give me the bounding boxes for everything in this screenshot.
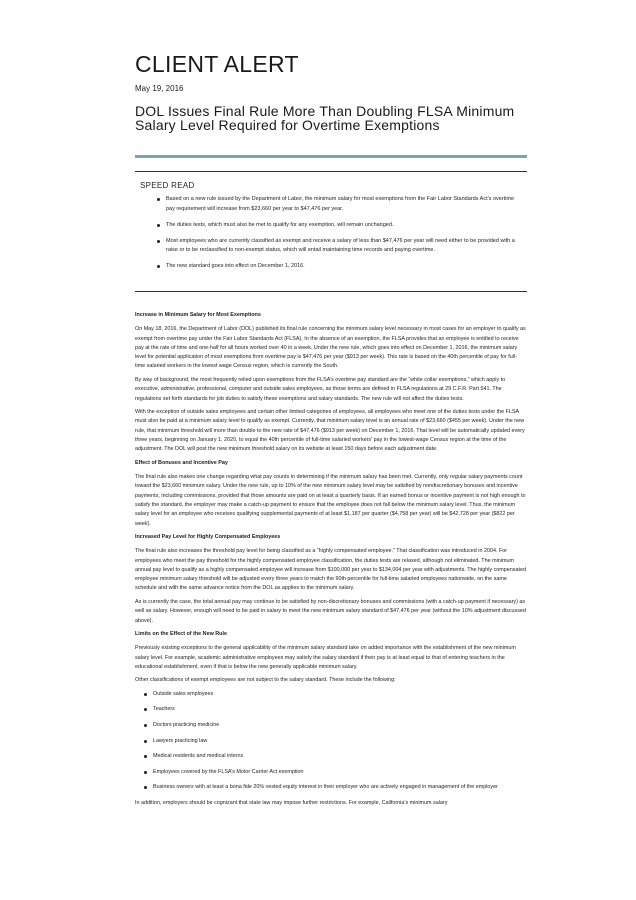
list-item: Teachers — [144, 705, 527, 714]
publication-date: May 19, 2016 — [135, 84, 184, 93]
bullet-icon — [144, 708, 147, 711]
speed-read-bottom-divider — [135, 291, 527, 292]
bullet-icon — [144, 740, 147, 743]
speed-read-item: Based on a new rule issued by the Department of Labor, the minimum salary for most exemptions from the Fair Labor Standards Act’s overtime pay requirement will increase from $23,660 per year to $47,476 per year. — [157, 195, 517, 214]
list-item: Doctors practicing medicine — [144, 721, 527, 730]
paragraph: Previously existing exceptions to the general applicability of the minimum salary standard take on added importance with the establishment of the new minimum salary level. For example, academic administrative employees may satisfy the salary standard if their pay is at least equal to that of entering teachers in the educational establishment, even if that is below the new generally applicable minimum salary. — [135, 645, 516, 670]
speed-read-list — [157, 195, 517, 278]
list-item: Business owners with at least a bona fide 20% vested equity interest in their employer who are actively engaged in management of the employer — [144, 783, 527, 792]
paragraph: As is currently the case, the total annual pay may continue to be satisfied by non-discretionary bonuses and commissions (with a catch-up payment if necessary) as well as salary. However, enough will need to be paid in salary to meet the new minimum salary standard of $47,476 per year (without the 10% adjustment discussed above). — [135, 598, 526, 624]
bullet-icon — [157, 224, 160, 227]
paragraph: With the exception of outside sales employees and certain other limited categories of employees, all employees who meet one of the duties tests under the FLSA must also be paid at a minimum salary level to qualify as exempt. Currently, that minimum salary level is an annual rate of $23,660 ($455 per week). Under the new rule, that minimum threshold will more than double to the new rate of $47,476 ($913 per week) on December 1, 2016. That level will be automatically updated every three years, beginning on January 1, 2020, to equal the 40th percentile of full-time salaried workers’ pay in the lowest-wage Census region at the time of the adjustment. The DOL will post the new minimum threshold salary on its website at least 150 days before each adjustment date. — [135, 409, 525, 453]
headline: DOL Issues Final Rule More Than Doubling FLSA Minimum Salary Level Required for Overtime Exemptions — [135, 103, 515, 133]
paragraph: On May 18, 2016, the Department of Labor (DOL) published its final rule concerning the minimum salary level necessary in most cases for an employer to qualify as exempt from overtime pay under the Fair Labor Standards Act (FLSA). In the absence of an exemption, the FLSA provides that an employee is entitled to receive pay at the rate of time and one-half for all hours worked over 40 in a week. Under the new rule, which goes into effect on December 1, 2016, the minimum salary level for potential application of most exemptions from overtime pay is $47,476 per year ($913 per week). This rate is based on the 40th percentile of pay for full-time salaried workers in the lowest wage Census region, which is currently the South. — [135, 326, 526, 370]
paragraph: In addition, employers should be cognizant that state law may impose further restrictions. For example, California’s minimum salary — [135, 800, 448, 807]
speed-read-top-divider — [135, 171, 527, 172]
speed-read-item: Most employees who are currently classified as exempt and receive a salary of less than $47,476 per year will need either to be provided with a raise or to be reclassified to non-exempt status, which will entail maintaining time records and paying overtime. — [157, 237, 517, 256]
section-heading: Increased Pay Level for Highly Compensated Employees — [135, 533, 281, 540]
list-item: Outside sales employees — [144, 690, 527, 699]
paragraph: The final rule also makes one change regarding what pay counts in determining if the minimum salary has been met. Currently, only regular salary payments count toward the $23,660 minimum salary. Under the new rule, up to 10% of the new minimum salary level may be satisfied by nondiscretionary bonuses and incentive payments, including commissions, provided that those amounts are paid on at least a quarterly basis. If an earned bonus or incentive payment is not high enough to satisfy the standard, the employer may make a catch-up payment to ensure that the employee does not fall below the minimum salary level. Thus, the minimum salary level for an employee who receives qualifying supplemental payments of at least $1,187 per quarter ($4,758 per year) will be $42,728 per year ($822 per week). — [135, 474, 526, 527]
bullet-icon — [144, 693, 147, 696]
bullet-icon — [157, 265, 160, 268]
speed-read-item: The new standard goes into effect on December 1, 2016. — [157, 262, 517, 272]
bullet-icon — [144, 755, 147, 758]
list-item: Employees covered by the FLSA’s Motor Carrier Act exemption — [144, 768, 527, 777]
accent-divider — [135, 155, 527, 158]
speed-read-title: SPEED READ — [140, 181, 195, 190]
bullet-icon — [144, 786, 147, 789]
list-item: Medical residents and medical interns — [144, 752, 527, 761]
section-heading: Effect of Bonuses and Incentive Pay — [135, 459, 228, 466]
section-heading: Limits on the Effect of the New Rule — [135, 631, 227, 638]
alert-title: CLIENT ALERT — [135, 51, 299, 77]
article-body — [135, 311, 527, 813]
bullet-icon — [144, 724, 147, 727]
speed-read-item: The duties tests, which must also be met to qualify for any exemption, will remain unchanged. — [157, 221, 517, 231]
list-item: Lawyers practicing law — [144, 737, 527, 746]
bullet-icon — [157, 198, 160, 201]
paragraph: By way of background, the most frequently relied upon exemptions from the FLSA’s overtime pay standard are the “white collar exemptions,” which apply to executive, administrative, professional, computer and outside sales employees, as those terms are defined in FLSA regulations at 29 C.F.R. Part 541. The regulations set forth standards for job duties to satisfy these exemptions and salary standards. The new rule will not affect the duties tests. — [135, 376, 506, 402]
bullet-icon — [144, 771, 147, 774]
bullet-icon — [157, 240, 160, 243]
paragraph: The final rule also increases the threshold pay level for being classified as a “highly compensated employee.” That classification was introduced in 2004. For employees who meet the pay threshold for the highly compensated employee classification, the duties tests are relaxed, although not eliminated. The minimum annual pay level to qualify as a highly compensated employee will increase from $100,000 per year to $134,004 per year with adjustments. The highly compensated employee minimum salary threshold will be adjusted every three years to match the 90th percentile for full-time salaried employees nationwide, on the same schedule and with the same advance notice from the DOL as applies to the minimum salary. — [135, 548, 526, 592]
paragraph: Other classifications of exempt employees are not subject to the salary standard. These include the following: — [135, 677, 396, 684]
section-heading: Increase in Minimum Salary for Most Exemptions — [135, 312, 261, 318]
exempt-classifications-list — [135, 690, 527, 793]
